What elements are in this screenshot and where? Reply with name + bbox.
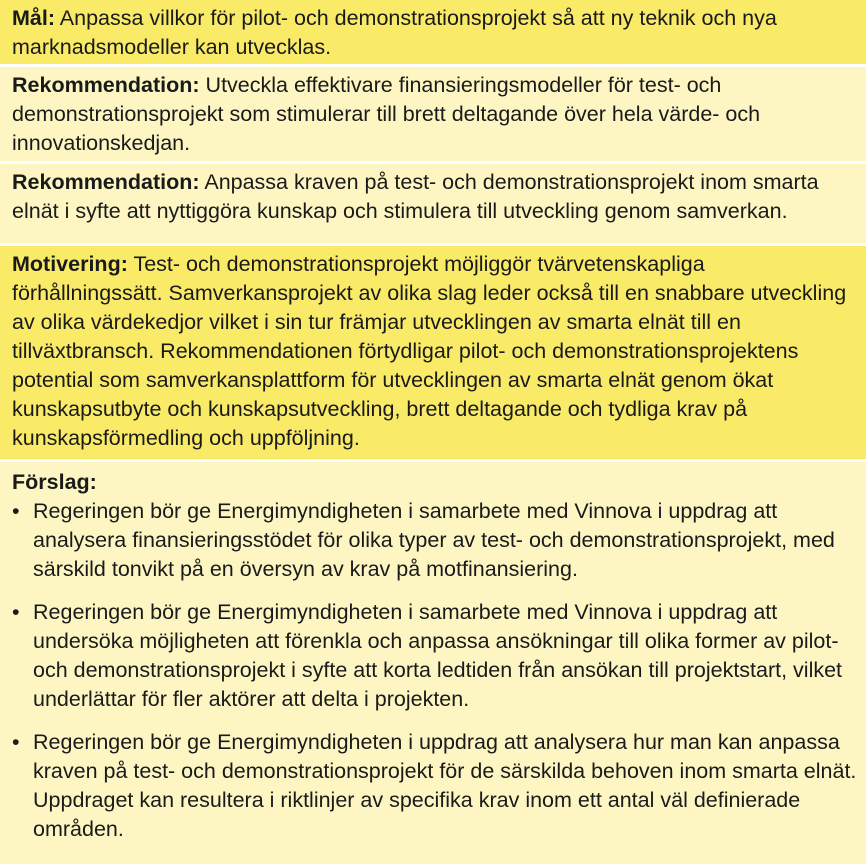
suggestions-label: Förslag: <box>12 470 97 494</box>
motivation-text: Test- och demonstrationsprojekt möjliggör tvärvetenskapliga förhållningssätt. Samverkansprojekt av olika slag leder också till en snabbare utveckling av olika värdekedjor vilket i sin tur främjar utvecklingen av smarta elnät till en tillväxtbransch. Rekommendationen förtydligar pilot- och demonstrationsprojektens potential som samverkansplattform för utvecklingen av smarta elnät genom ökat kunskapsutbyte och kunskapsutveckling, brett deltagande och tydliga krav på kunskapsförmedling och uppföljning. <box>12 252 847 450</box>
suggestions-block <box>0 462 866 864</box>
goal-text: Anpassa villkor för pilot- och demonstrationsprojekt så att ny teknik och nya marknadsmodeller kan utvecklas. <box>12 6 777 59</box>
bullet-icon: • <box>12 499 20 523</box>
list-item-text: Regeringen bör ge Energimyndigheten i samarbete med Vinnova i uppdrag att undersöka möjligheten att förenkla och anpassa ansökningar till olika former av pilot- och demonstrationsprojekt i syfte att korta ledtiden från ansökan till projektstart, vilket underlättar för fler aktörer att delta i projekten. <box>33 600 843 711</box>
motivation-label: Motivering: <box>12 252 128 276</box>
bullet-icon: • <box>12 600 20 624</box>
list-item <box>12 598 858 714</box>
recommendation-text: Utveckla effektivare finansieringsmodeller för test- och demonstrationsprojekt som stimulerar till brett deltagande över hela värde- och innovationskedjan. <box>12 73 761 155</box>
recommendation-label: Rekommendation: <box>12 73 200 97</box>
recommendation-label: Rekommendation: <box>12 170 200 194</box>
list-item <box>12 497 858 584</box>
recommendation-block-1 <box>0 67 866 161</box>
list-item <box>12 728 858 844</box>
recommendation-text: Anpassa kraven på test- och demonstrationsprojekt inom smarta elnät i syfte att nyttiggöra kunskap och stimulera till utveckling genom samverkan. <box>12 170 819 223</box>
goal-block <box>0 0 866 64</box>
list-item-text: Regeringen bör ge Energimyndigheten i samarbete med Vinnova i uppdrag att analysera finansieringsstödet för olika typer av test- och demonstrationsprojekt, med särskild tonvikt på en översyn av krav på motfinansiering. <box>33 499 835 581</box>
list-item-text: Regeringen bör ge Energimyndigheten i uppdrag att analysera hur man kan anpassa kraven på test- och demonstrationsprojekt för de särskilda behoven inom smarta elnät. Uppdraget kan resultera i riktlinjer av specifika krav inom ett antal väl definierade områden. <box>33 730 857 841</box>
recommendation-block-2 <box>0 164 866 243</box>
bullet-icon: • <box>12 730 20 754</box>
motivation-block <box>0 246 866 459</box>
suggestions-list <box>12 497 858 844</box>
goal-label: Mål: <box>12 6 55 30</box>
